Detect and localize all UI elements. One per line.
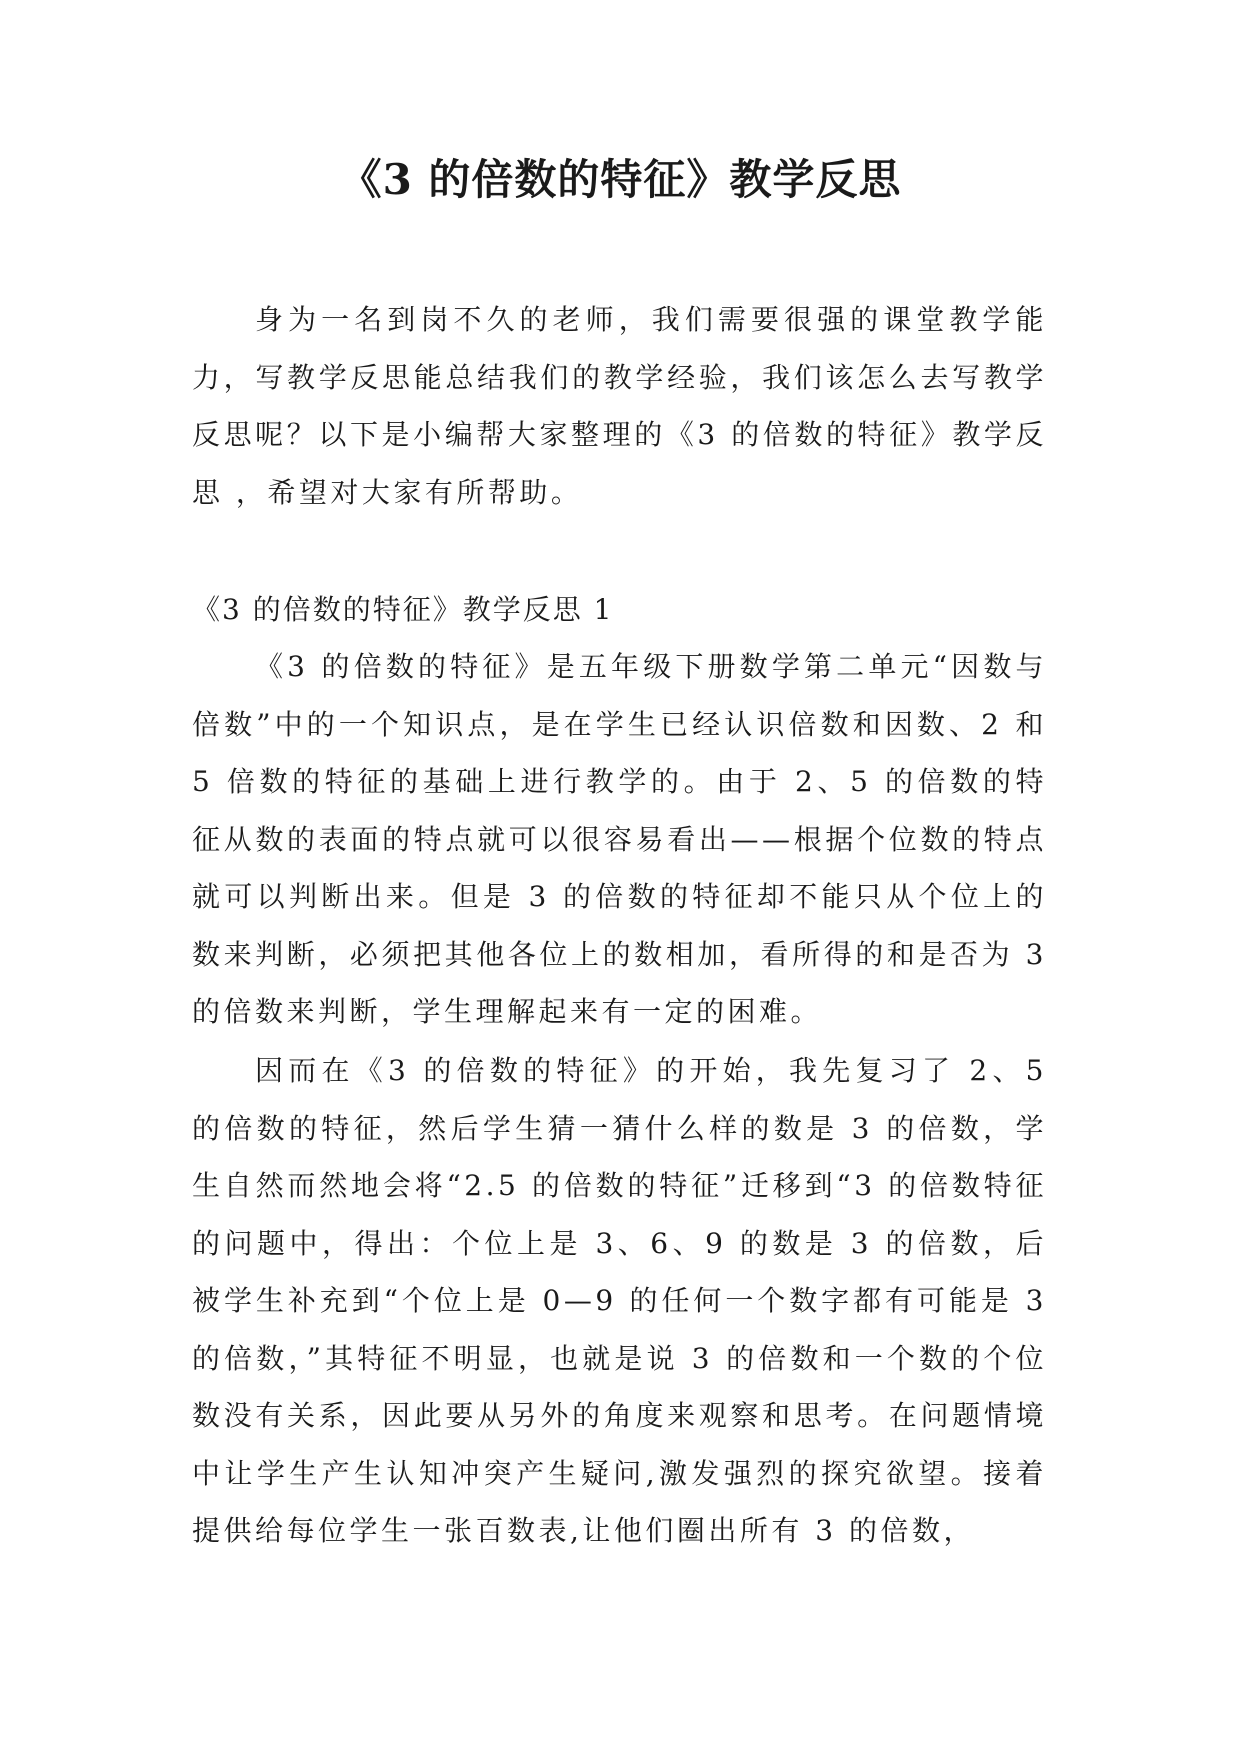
body-paragraph-1: 《3 的倍数的特征》是五年级下册数学第二单元“因数与倍数”中的一个知识点，是在学生已经认识倍数和因数、2 和 5 倍数的特征的基础上进行教学的。由于 2、5 的倍数的特征从数的表面的特点就可以很容易看出——根据个位数的特点就可以判断出来。但是 3 的倍数的特征却不能只从个位上的数来判断，必须把其他各位上的数相加，看所得的和是否为 3 的倍数来判断，学生理解起来有一定的困难。 [192,650,1047,1028]
intro-paragraph: 身为一名到岗不久的老师，我们需要很强的课堂教学能力，写教学反思能总结我们的教学经验，我们该怎么去写教学反思呢？以下是小编帮大家整理的《3 的倍数的特征》教学反思 ，希望对大家有所帮助。 [192,303,1047,509]
body-paragraph-2: 因而在《3 的倍数的特征》的开始，我先复习了 2、5 的倍数的特征，然后学生猜一猜什么样的数是 3 的倍数，学生自然而然地会将“2.5 的倍数的特征”迁移到“3 的倍数特征的问题中，得出：个位上是 3、6、9 的数是 3 的倍数，后被学生补充到“个位上是 0—9 的任何一个数字都有可能是 3 的倍数，”其特征不明显，也就是说 3 的倍数和一个数的个位数没有关系，因此要从另外的角度来观察和思考。在问题情境中让学生产生认知冲突产生疑问,激发强烈的探究欲望。接着提供给每位学生一张百数表,让他们圈出所有 3 的倍数， [192,1054,1047,1547]
document-title: 《3 的倍数的特征》教学反思 [339,155,902,204]
section-heading: 《3 的倍数的特征》教学反思 1 [192,593,614,626]
